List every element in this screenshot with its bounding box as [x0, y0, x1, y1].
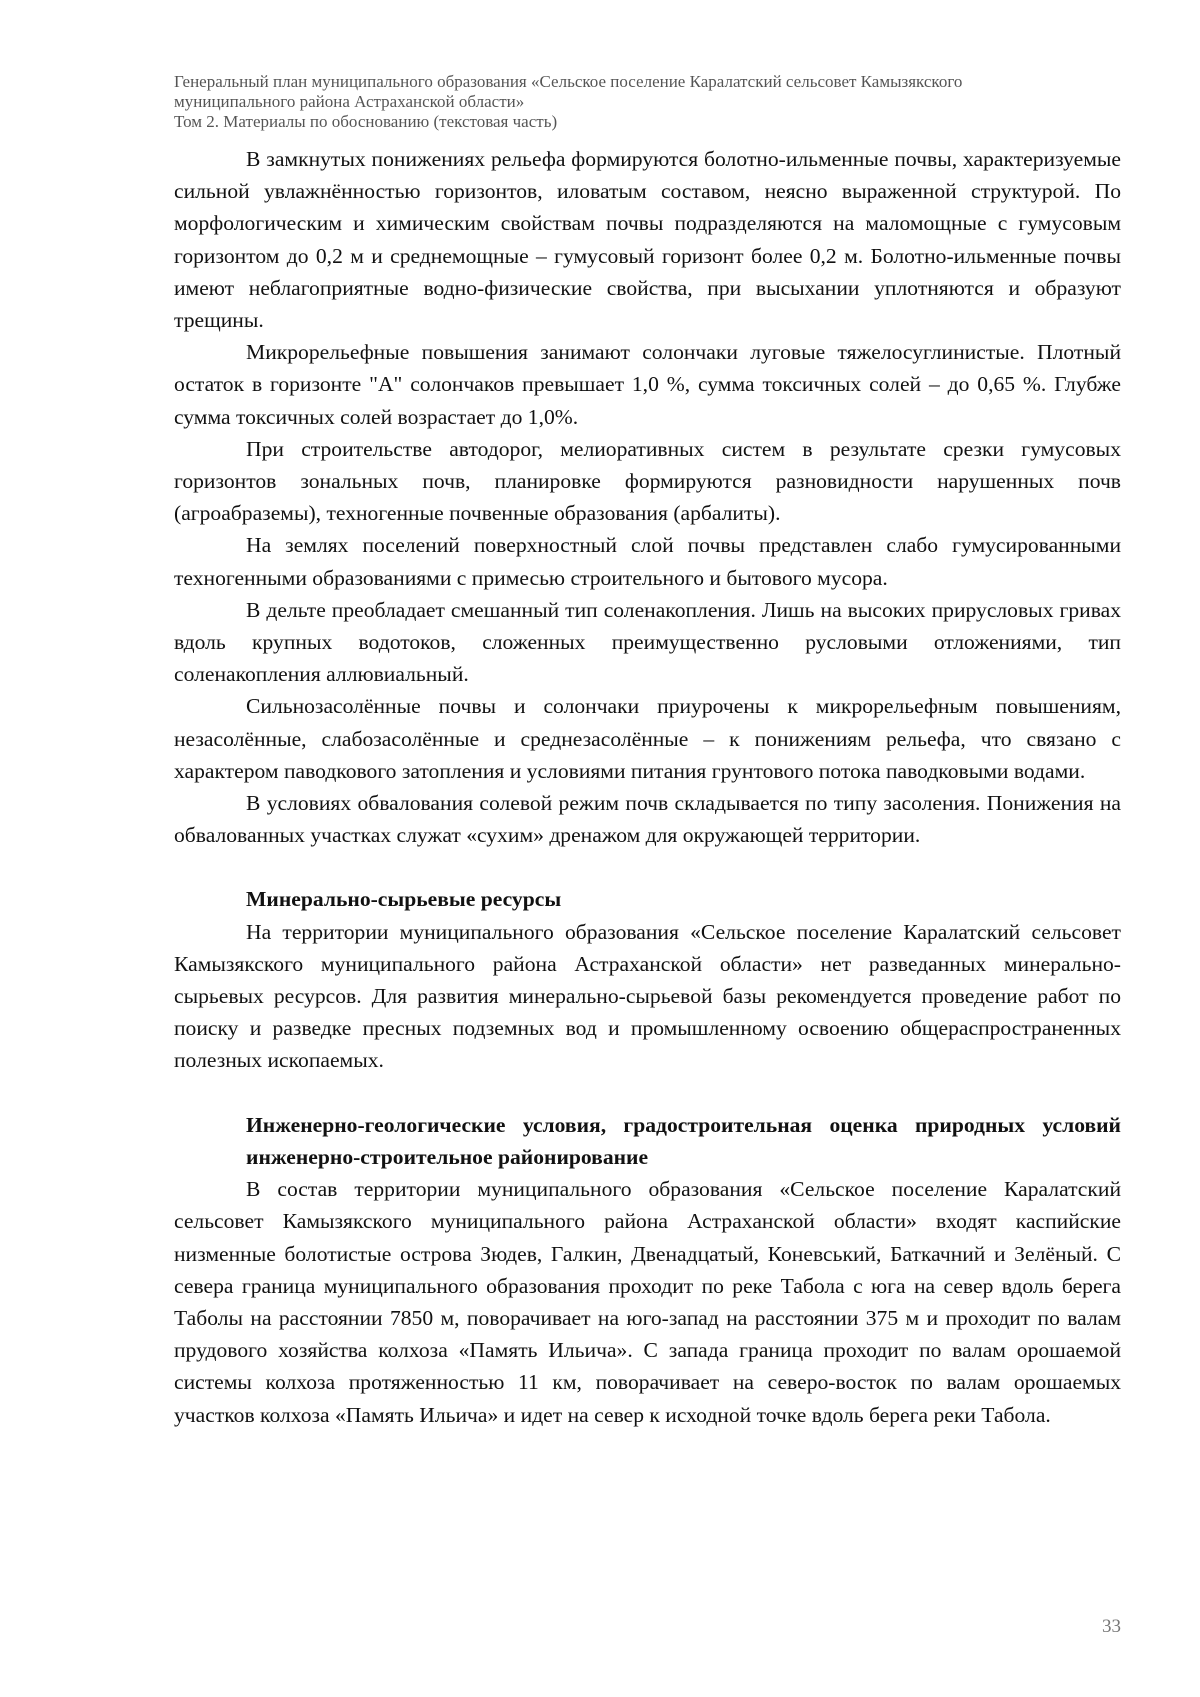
page-number: 33 — [1102, 1616, 1121, 1637]
paragraph-solonchaks: Микрорельефные повышения занимают солончаки луговые тяжелосуглинистые. Плотный остаток в горизонте "А" солончаков превышает 1,0 %, сумма токсичных солей – до 0,65 %. Глубже сумма токсичных солей возрастает до 1,0%. — [174, 340, 1121, 429]
header-line-1: Генеральный план муниципального образования «Сельское поселение Каралатский сельсовет Камызякского — [174, 72, 963, 91]
paragraph-salinity: Сильнозасолённые почвы и солончаки приурочены к микрорельефным повышениям, незасолённые, слабозасолённые и среднезасолённые – к понижениям рельефа, что связано с характером паводкового затопления и условиями питания грунтового потока паводковыми водами. — [174, 694, 1121, 783]
paragraph-settlement-lands: На землях поселений поверхностный слой почвы представлен слабо гумусированными техногенными образованиями с примесью строительного и бытового мусора. — [174, 533, 1121, 590]
section-heading-mineral-resources: Минерально-сырьевые ресурсы — [246, 887, 562, 912]
paragraph-disturbed-soils: При строительстве автодорог, мелиоративных систем в результате срезки гумусовых горизонтов зональных почв, планировке формируются разновидности нарушенных почв (агроабраземы), техногенные почвенные образования (арбалиты). — [174, 436, 1121, 526]
section-spacer — [174, 851, 1121, 883]
paragraph-salt-accumulation: В дельте преобладает смешанный тип соленакопления. Лишь на высоких прирусловых гривах вдоль крупных водотоков, сложенных преимущественно русловыми отложениями, тип соленакопления аллювиальный. — [174, 597, 1121, 687]
document-body — [174, 143, 1121, 1431]
section-heading-engineering-geology: Инженерно-геологические условия, градостроительная оценка природных условий инженерно-строительное районирование — [246, 1112, 1121, 1169]
running-header — [174, 72, 1134, 132]
header-line-3: Том 2. Материалы по обоснованию (текстовая часть) — [174, 112, 558, 131]
section-spacer — [174, 1077, 1121, 1109]
paragraph-bog-soils: В замкнутых понижениях рельефа формируются болотно-ильменные почвы, характеризуемые сильной увлажнённостью горизонтов, иловатым составом, неясно выраженной структурой. По морфологическим и химическим свойствам почвы подразделяются на маломощные с гумусовым горизонтом до 0,2 м и среднемощные – гумусовый горизонт более 0,2 м. Болотно-ильменные почвы имеют неблагоприятные водно-физические свойства, при высыхании уплотняются и образуют трещины. — [174, 147, 1121, 333]
paragraph-mineral-resources: На территории муниципального образования «Сельское поселение Каралатский сельсовет Камызякского муниципального района Астраханской области» нет разведанных минерально-сырьевых ресурсов. Для развития минерально-сырьевой базы рекомендуется проведение работ по поиску и разведке пресных подземных вод и промышленному освоению общераспространенных полезных ископаемых. — [174, 919, 1121, 1073]
paragraph-territory-boundaries: В состав территории муниципального образования «Сельское поселение Каралатский сельсовет Камызякского муниципального района Астраханской области» входят каспийские низменные болотистые острова Зюдев, Галкин, Двенадцатый, Коневський, Баткачний и Зелёный. С севера граница муниципального образования проходит по реке Табола с юга на север вдоль берега Таболы на расстоянии 7850 м, поворачивает на юго-запад на расстоянии 375 м и проходит по валам прудового хозяйства колхоза «Память Ильича». С запада граница проходит по валам орошаемой системы колхоза протяженностью 11 км, поворачивает на северо-восток по валам орошаемых участков колхоза «Память Ильича» и идет на север к исходной точке вдоль берега реки Табола. — [174, 1177, 1121, 1427]
paragraph-embankment: В условиях обвалования солевой режим почв складывается по типу засоления. Понижения на обвалованных участках служат «сухим» дренажом для окружающей территории. — [174, 791, 1121, 848]
header-line-2: муниципального района Астраханской области» — [174, 92, 525, 111]
